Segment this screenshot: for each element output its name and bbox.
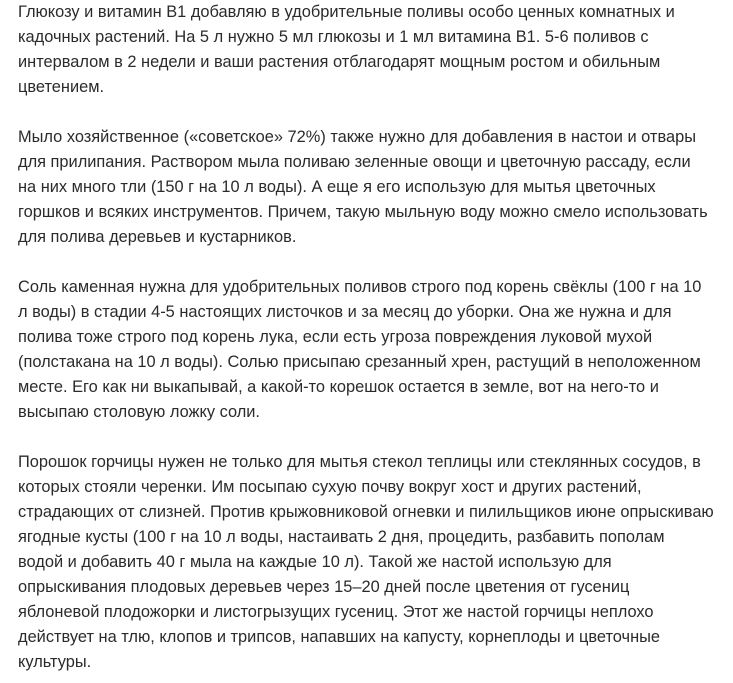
paragraph-soap: [18, 125, 730, 250]
text-line: опрыскивания плодовых деревьев через 15–20 дней после цветения от гусениц: [18, 578, 630, 596]
text-line: интервалом в 2 недели и ваши растения отблагодарят мощным ростом и обильным: [18, 53, 661, 71]
text-line: Мыло хозяйственное («советское» 72%) также нужно для добавления в настои и отвары: [18, 128, 696, 146]
text-line: кадочных растений. На 5 л нужно 5 мл глюкозы и 1 мл витамина В1. 5-6 поливов с: [18, 28, 649, 46]
text-line: (полстакана на 10 л воды). Солью присыпаю срезанный хрен, растущий в неположенном: [18, 353, 701, 371]
text-line: культуры.: [18, 653, 92, 671]
paragraph-salt: [18, 275, 730, 425]
text-line: действует на тлю, клопов и трипсов, напавших на капусту, корнеплоды и цветочные: [18, 628, 661, 646]
text-line: водой и добавить 40 г мыла на каждые 10 л). Такой же настой использую для: [18, 553, 612, 571]
article-body: [18, 0, 730, 675]
text-line: месте. Его как ни выкапывай, а какой-то корешок остается в земле, вот на него-то и: [18, 378, 659, 396]
text-line: для полива деревьев и кустарников.: [18, 228, 297, 246]
text-line: страдающих от слизней. Против крыжовниковой огневки и пилильщиков июне опрыскиваю: [18, 503, 714, 521]
text-line: высыпаю столовую ложку соли.: [18, 403, 260, 421]
text-line: которых стояли черенки. Им посыпаю сухую почву вокруг хост и других растений,: [18, 478, 642, 496]
text-line: на них много тли (150 г на 10 л воды). А еще я его использую для мытья цветочных: [18, 178, 656, 196]
text-line: ягодные кусты (100 г на 10 л воды, настаивать 2 дня, процедить, разбавить пополам: [18, 528, 665, 546]
paragraph-glucose: [18, 0, 730, 100]
text-line: полива тоже строго под корень лука, если есть угроза повреждения луковой мухой: [18, 328, 653, 346]
text-line: цветением.: [18, 78, 105, 96]
text-line: Порошок горчицы нужен не только для мытья стекол теплицы или стеклянных сосудов, в: [18, 453, 701, 471]
text-line: яблоневой плодожорки и листогрызущих гусениц. Этот же настой горчицы неплохо: [18, 603, 654, 621]
text-line: для прилипания. Раствором мыла поливаю зеленные овощи и цветочную рассаду, если: [18, 153, 691, 171]
text-line: л воды) в стадии 4-5 настоящих листочков и за месяц до уборки. Она же нужна и для: [18, 303, 672, 321]
paragraph-mustard: [18, 450, 730, 675]
text-line: Соль каменная нужна для удобрительных поливов строго под корень свёклы (100 г на 10: [18, 278, 702, 296]
text-line: горшков и всяких инструментов. Причем, такую мыльную воду можно смело использовать: [18, 203, 708, 221]
text-line: Глюкозу и витамин В1 добавляю в удобрительные поливы особо ценных комнатных и: [18, 3, 675, 21]
